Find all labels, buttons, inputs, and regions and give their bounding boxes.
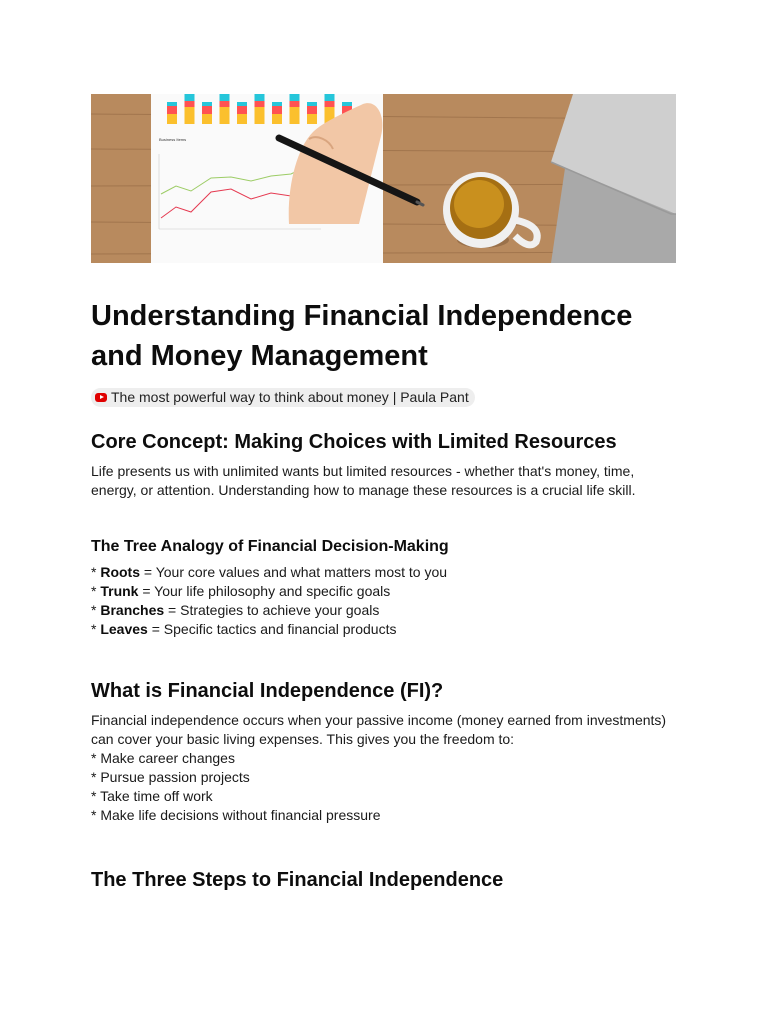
youtube-icon [95, 393, 107, 402]
heading-tree-analogy: The Tree Analogy of Financial Decision-Making [91, 538, 449, 555]
hero-bar [307, 106, 317, 114]
heading-financial-independence: What is Financial Independence (FI)? [91, 680, 444, 702]
hero-bar [185, 94, 195, 101]
core-concept-body: Life presents us with unlimited wants but limited resources - whether that's money, time, energy, or attention. Understanding how to manage these resources is a crucial life skill. [91, 463, 636, 498]
hero-bar [325, 94, 335, 101]
heading-three-steps: The Three Steps to Financial Independence [91, 869, 504, 891]
hero-bar [202, 106, 212, 114]
list-term: Branches [100, 602, 165, 618]
hero-bar [290, 107, 300, 124]
hero-bar [237, 102, 247, 106]
hero-bar [255, 107, 265, 124]
hero-bar [167, 106, 177, 114]
hero-bar [185, 107, 195, 124]
hero-bar [342, 102, 352, 106]
video-link[interactable] [91, 388, 475, 407]
hero-bar [202, 114, 212, 124]
list-item: * Trunk = Your life philosophy and specific goals [91, 583, 391, 599]
chart-caption: Business Items [159, 137, 187, 142]
hero-bar [237, 114, 247, 124]
hero-bar [255, 94, 265, 101]
hero-bar [290, 94, 300, 101]
hero-bar [167, 114, 177, 124]
list-item: * Pursue passion projects [91, 769, 250, 785]
page-title: Understanding Financial Independence and Money Management [91, 300, 633, 372]
list-item: * Take time off work [91, 788, 213, 804]
video-link-label[interactable]: The most powerful way to think about money | Paula Pant [111, 389, 469, 405]
hero-bar [220, 107, 230, 124]
hero-bar [272, 106, 282, 114]
list-item: * Roots = Your core values and what matters most to you [91, 564, 448, 580]
hero-bar [237, 106, 247, 114]
hero-image [91, 94, 676, 263]
heading-core-concept: Core Concept: Making Choices with Limited Resources [91, 431, 617, 453]
list-term: Trunk [100, 583, 139, 599]
tree-analogy-list [91, 563, 676, 639]
list-item: * Make life decisions without financial pressure [91, 807, 381, 823]
list-term: Leaves [100, 621, 148, 637]
list-item: * Leaves = Specific tactics and financial products [91, 621, 397, 637]
hero-bar [272, 102, 282, 106]
hero-bar [272, 114, 282, 124]
fi-intro: Financial independence occurs when your passive income (money earned from investments) can cover your basic living expenses. This gives you the freedom to: [91, 712, 667, 747]
hero-bar [202, 102, 212, 106]
list-item: * Make career changes [91, 750, 235, 766]
hero-bar [307, 102, 317, 106]
list-item: * Branches = Strategies to achieve your goals [91, 602, 380, 618]
list-term: Roots [100, 564, 141, 580]
document-page [91, 94, 676, 892]
hero-bar [307, 114, 317, 124]
hero-bar [220, 94, 230, 101]
hero-bar [167, 102, 177, 106]
